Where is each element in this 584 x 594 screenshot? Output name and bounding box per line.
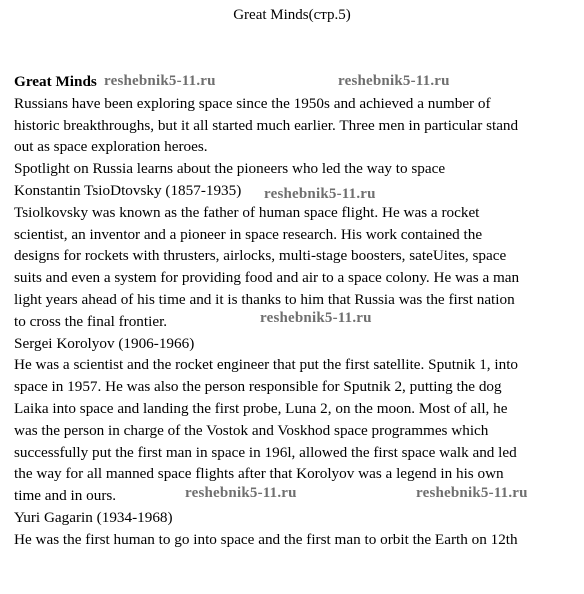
text-line: suits and even a system for providing food and air to a space colony. He was a man: [14, 269, 520, 287]
text-line: light years ahead of his time and it is thanks to him that Russia was the first nation: [14, 290, 515, 308]
watermark: reshebnik5-11.ru: [104, 73, 216, 89]
text-line: was the person in charge of the Vostok and Voskhod space programmes which: [14, 421, 489, 439]
text-line: the way for all manned space flights after that Korolyov was a legend in his own: [14, 465, 504, 483]
watermark: reshebnik5-11.ru: [264, 186, 376, 202]
text-line: scientist, an inventor and a pioneer in space research. His work contained the: [14, 225, 483, 243]
text-line: space in 1957. He was also the person responsible for Sputnik 2, putting the dog: [14, 378, 502, 396]
text-line: designs for rockets with thrusters, airlocks, multi-stage boosters, sateUites, space: [14, 247, 507, 265]
text-line: Tsiolkovsky was known as the father of human space flight. He was a rocket: [14, 203, 480, 221]
text-line: He was the first human to go into space and the first man to orbit the Earth on 12th: [14, 530, 518, 548]
text-line: Laika into space and landing the first probe, Luna 2, on the moon. Most of all, he: [14, 399, 508, 417]
text-line: to cross the final frontier.: [14, 312, 168, 330]
text-line: out as space exploration heroes.: [14, 138, 208, 156]
text-line: Russians have been exploring space since the 1950s and achieved a number of: [14, 94, 491, 112]
page-title: Great Minds(стр.5): [233, 7, 351, 23]
section-heading-korolyov: Sergei Korolyov (1906-1966): [14, 334, 195, 352]
text-line: successfully put the first man in space in 196l, allowed the first space walk and led: [14, 443, 517, 461]
text-line: Spotlight on Russia learns about the pioneers who led the way to space: [14, 160, 446, 178]
section-heading-tsiolkovsky: Konstantin TsioDtovsky (1857-1935): [14, 181, 242, 199]
text-line: time and in ours.: [14, 487, 117, 505]
article-heading: Great Minds: [14, 73, 97, 90]
text-line: He was a scientist and the rocket engineer that put the first satellite. Sputnik 1, into: [14, 356, 519, 374]
watermark: reshebnik5-11.ru: [185, 485, 297, 501]
watermark: reshebnik5-11.ru: [338, 73, 450, 89]
watermark: reshebnik5-11.ru: [416, 485, 528, 501]
watermark: reshebnik5-11.ru: [260, 310, 372, 326]
section-heading-gagarin: Yuri Gagarin (1934-1968): [14, 508, 173, 526]
text-line: historic breakthroughs, but it all started much earlier. Three men in particular stand: [14, 116, 519, 134]
